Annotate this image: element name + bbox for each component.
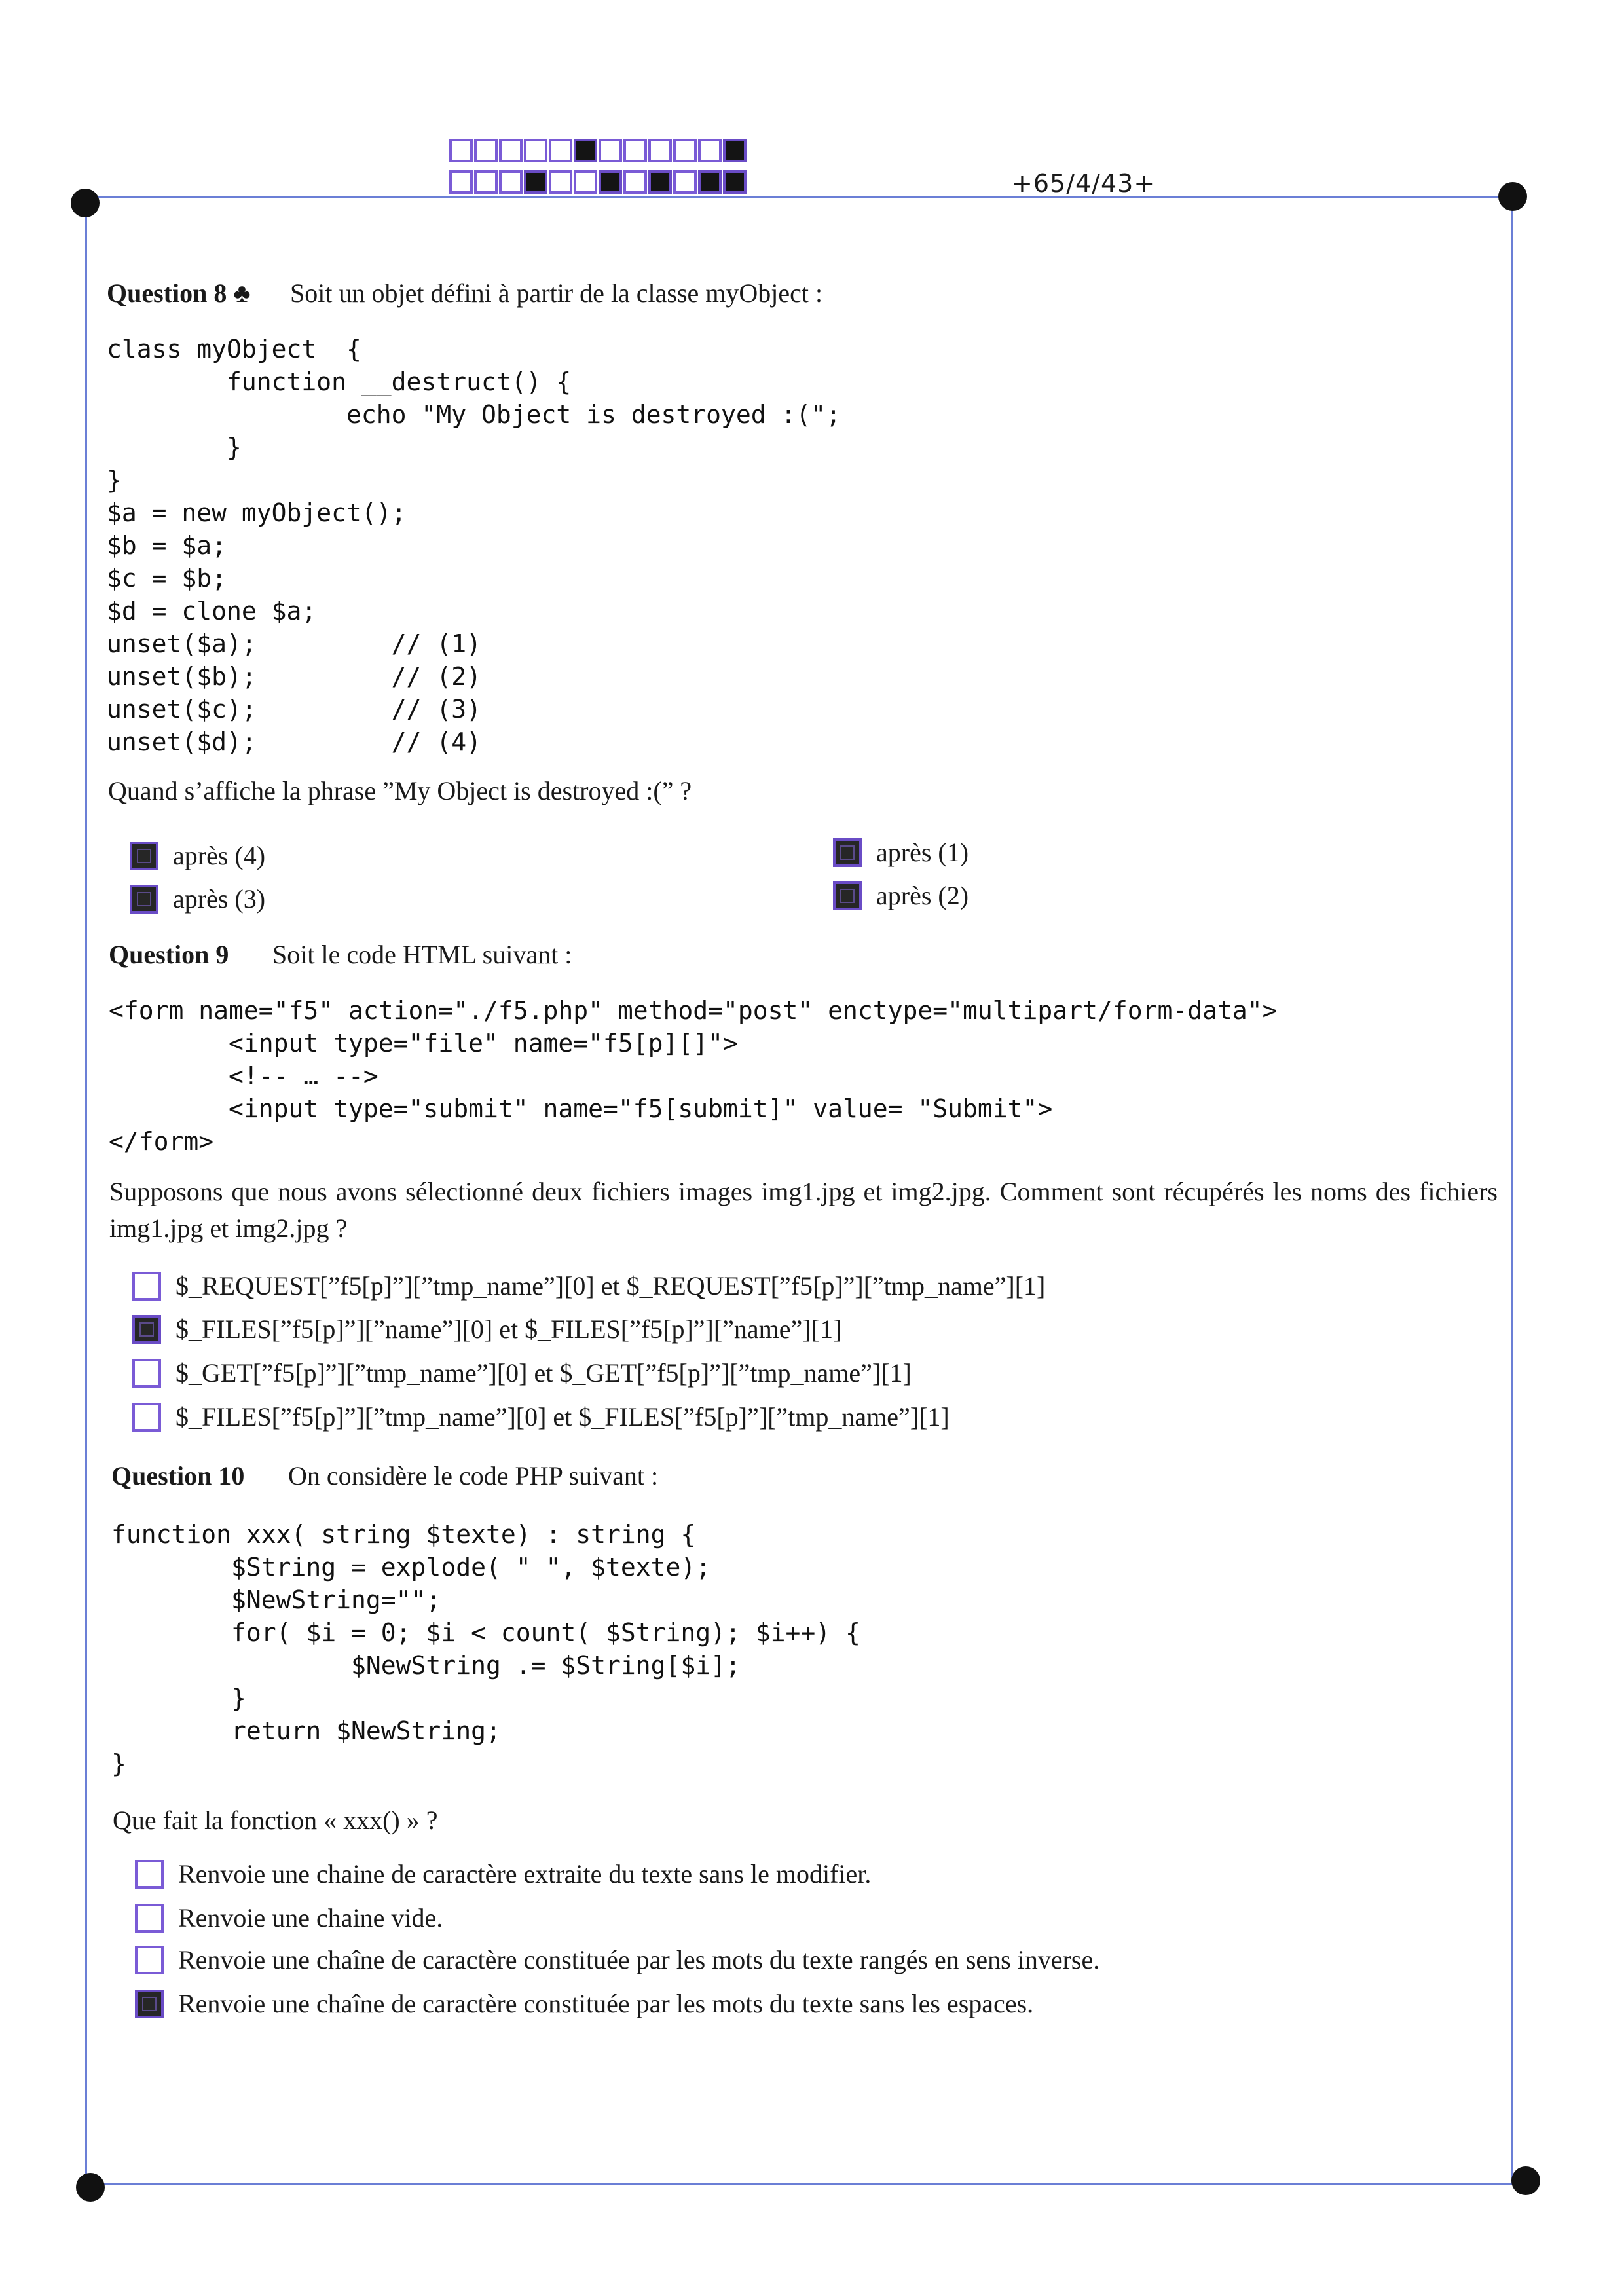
checkbox-icon[interactable]	[130, 842, 158, 870]
checkbox-icon[interactable]	[132, 1272, 161, 1301]
id-grid-cell	[623, 139, 647, 162]
code-line: unset($c); // (3)	[107, 695, 481, 724]
code-line: $b = $a;	[107, 531, 227, 560]
checkbox-icon[interactable]	[132, 1403, 161, 1432]
question-9-number: Question 9	[109, 940, 229, 969]
id-grid-cell	[599, 170, 622, 194]
question-10-code-block	[111, 1518, 860, 1780]
id-grid-cell	[698, 170, 722, 194]
question-9-answer-4[interactable]	[132, 1401, 950, 1432]
answer-label: $_REQUEST[”f5[p]”][”tmp_name”][0] et $_REQUEST[”f5[p]”][”tmp_name”][1]	[175, 1271, 1046, 1301]
checkbox-icon[interactable]	[135, 1904, 164, 1933]
code-line: </form>	[109, 1127, 214, 1156]
code-line: echo "My Object is destroyed :(";	[107, 400, 841, 429]
checkbox-icon[interactable]	[132, 1359, 161, 1388]
question-8-heading	[107, 278, 823, 308]
question-9-prompt: Soit le code HTML suivant :	[272, 940, 572, 969]
code-line: unset($d); // (4)	[107, 728, 481, 756]
id-grid-cell	[648, 139, 672, 162]
checkbox-icon[interactable]	[135, 1990, 164, 2018]
checkbox-icon[interactable]	[135, 1860, 164, 1889]
code-line: <!-- … -->	[109, 1062, 378, 1090]
answer-label: $_FILES[”f5[p]”][”name”][0] et $_FILES[”f5[p]”][”name”][1]	[175, 1314, 842, 1344]
question-9-answer-1[interactable]	[132, 1270, 1045, 1301]
code-line: $d = clone $a;	[107, 597, 317, 625]
code-line: }	[107, 433, 242, 462]
id-grid-cell	[499, 139, 523, 162]
id-grid-cell	[474, 170, 498, 194]
question-10-question: Que fait la fonction « xxx() » ?	[113, 1805, 438, 1835]
page-id-code-grid	[449, 139, 747, 202]
question-9-question: Supposons que nous avons sélectionné deux fichiers images img1.jpg et img2.jpg. Comment sont récupérés les noms des fichiers img1.jpg et img2.jpg ?	[109, 1177, 1498, 1243]
frame-top	[85, 196, 1513, 198]
code-line: for( $i = 0; $i < count( $String); $i++) {	[111, 1618, 860, 1647]
id-grid-cell	[574, 139, 597, 162]
question-10-heading	[111, 1460, 659, 1491]
code-line: }	[107, 466, 122, 494]
frame-right	[1511, 196, 1513, 2185]
id-grid-cell	[599, 139, 622, 162]
answer-label: Renvoie une chaîne de caractère constituée par les mots du texte rangés en sens inverse.	[178, 1945, 1100, 1974]
question-8-prompt: Soit un objet défini à partir de la classe myObject :	[290, 278, 823, 308]
answer-label: Renvoie une chaîne de caractère constituée par les mots du texte sans les espaces.	[178, 1989, 1034, 2018]
checkbox-icon[interactable]	[833, 838, 862, 867]
frame-left	[85, 196, 87, 2185]
code-line: class myObject {	[107, 335, 361, 363]
code-line: $String = explode( " ", $texte);	[111, 1553, 711, 1582]
question-10-answer-2[interactable]	[135, 1902, 443, 1933]
question-9-heading	[109, 939, 572, 970]
code-line: <input type="submit" name="f5[submit]" value= "Submit">	[109, 1094, 1053, 1123]
answer-label: Renvoie une chaine de caractère extraite du texte sans le modifier.	[178, 1859, 872, 1889]
checkbox-icon[interactable]	[130, 885, 158, 914]
code-line: $a = new myObject();	[107, 498, 407, 527]
question-10-number: Question 10	[111, 1461, 245, 1491]
checkbox-icon[interactable]	[833, 881, 862, 910]
code-line: function xxx( string $texte) : string {	[111, 1520, 696, 1549]
id-grid-cell	[723, 170, 747, 194]
corner-mark-top-right	[1498, 182, 1527, 211]
question-9-answer-3[interactable]	[132, 1358, 912, 1388]
code-line: <input type="file" name="f5[p][]">	[109, 1029, 738, 1058]
id-grid-cell	[524, 170, 547, 194]
id-grid-cell	[673, 170, 697, 194]
id-grid-row	[449, 170, 747, 194]
code-line: unset($b); // (2)	[107, 662, 481, 691]
answer-label: après (2)	[876, 881, 969, 910]
frame-bottom	[85, 2183, 1526, 2185]
id-grid-cell	[549, 139, 572, 162]
id-grid-cell	[549, 170, 572, 194]
id-grid-cell	[623, 170, 647, 194]
corner-mark-top-left	[71, 189, 100, 217]
question-8-answer-2[interactable]	[833, 837, 969, 868]
code-line: $NewString .= $String[$i];	[111, 1651, 741, 1680]
id-grid-cell	[574, 170, 597, 194]
id-grid-cell	[449, 170, 473, 194]
question-8-answer-3[interactable]	[130, 883, 265, 914]
question-10-prompt: On considère le code PHP suivant :	[288, 1461, 659, 1491]
code-line: $NewString="";	[111, 1585, 441, 1614]
code-line: }	[111, 1749, 126, 1778]
id-grid-cell	[499, 170, 523, 194]
checkbox-icon[interactable]	[135, 1946, 164, 1974]
corner-mark-bottom-right	[1511, 2166, 1540, 2195]
code-line: return $NewString;	[111, 1716, 501, 1745]
question-10-answer-1[interactable]	[135, 1859, 871, 1889]
question-10-answer-4[interactable]	[135, 1988, 1033, 2019]
id-grid-cell	[449, 139, 473, 162]
question-8-question: Quand s’affiche la phrase ”My Object is destroyed :(” ?	[108, 776, 692, 805]
answer-label: Renvoie une chaine vide.	[178, 1903, 443, 1933]
id-grid-cell	[698, 139, 722, 162]
answer-label: $_GET[”f5[p]”][”tmp_name”][0] et $_GET[”f5[p]”][”tmp_name”][1]	[175, 1358, 912, 1388]
id-grid-cell	[673, 139, 697, 162]
code-line: $c = $b;	[107, 564, 227, 593]
id-grid-cell	[648, 170, 672, 194]
question-8-answer-4[interactable]	[833, 880, 969, 911]
id-grid-cell	[723, 139, 747, 162]
question-10-answer-3[interactable]	[135, 1944, 1099, 1975]
checkbox-icon[interactable]	[132, 1315, 161, 1344]
question-9-code-block	[109, 994, 1277, 1158]
id-grid-row	[449, 139, 747, 162]
corner-mark-bottom-left	[76, 2173, 105, 2202]
question-8-number: Question 8 ♣	[107, 278, 251, 308]
id-grid-cell	[524, 139, 547, 162]
answer-label: $_FILES[”f5[p]”][”tmp_name”][0] et $_FILES[”f5[p]”][”tmp_name”][1]	[175, 1402, 950, 1432]
question-9-answer-2[interactable]	[132, 1314, 841, 1344]
code-line: function __destruct() {	[107, 367, 572, 396]
question-8-answer-1[interactable]	[130, 840, 265, 871]
id-grid-cell	[474, 139, 498, 162]
answer-label: après (3)	[173, 884, 266, 914]
page-id-label: +65/4/43+	[1012, 169, 1156, 198]
question-8-code-block	[107, 333, 841, 758]
answer-label: après (1)	[876, 838, 969, 867]
code-line: <form name="f5" action="./f5.php" method="post" enctype="multipart/form-data">	[109, 996, 1278, 1025]
code-line: unset($a); // (1)	[107, 629, 481, 658]
code-line: }	[111, 1684, 246, 1713]
answer-label: après (4)	[173, 841, 266, 870]
